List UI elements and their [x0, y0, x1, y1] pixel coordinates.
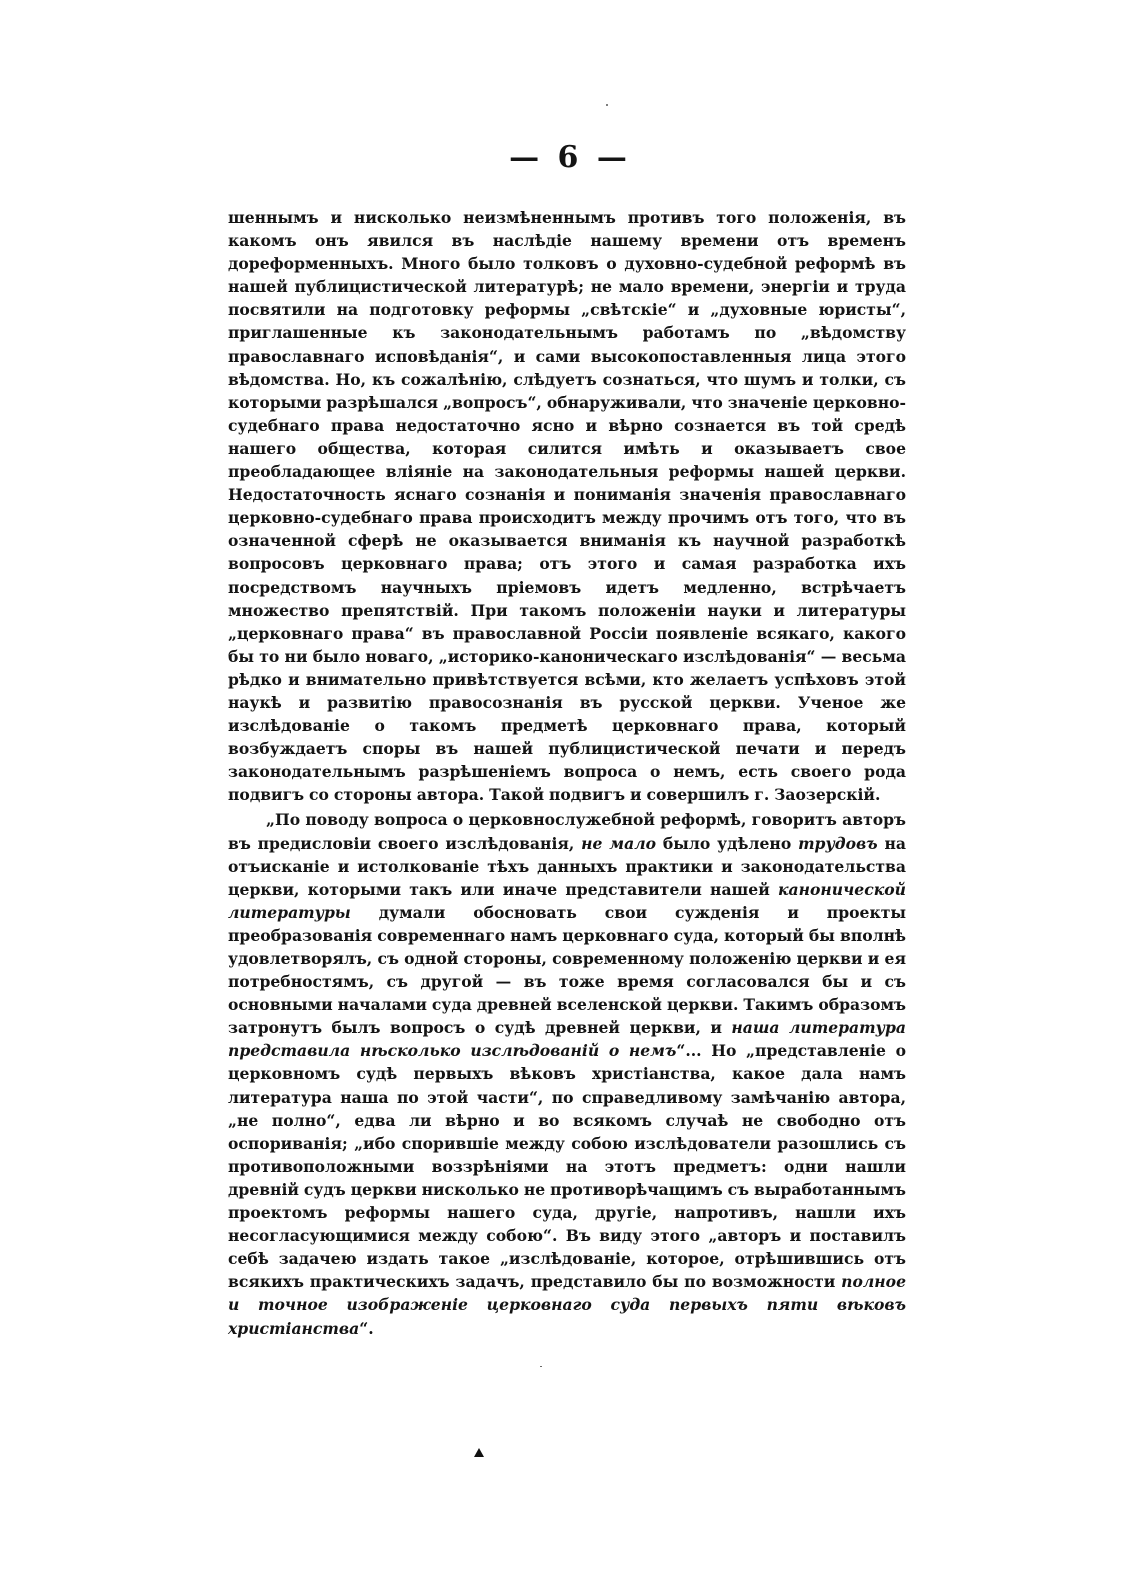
paragraph-2-part-3: на отъисканіе и истолкованіе тѣхъ данныхъ практики и законодательства церкви, которыми такъ или иначе представители нашей — [228, 833, 906, 899]
paper-speck-bottom — [540, 1366, 542, 1367]
italic-phrase-3: канонической литературы — [228, 879, 906, 922]
paper-speck-top — [606, 104, 608, 106]
paragraph-2-part-6: “. — [359, 1318, 374, 1338]
italic-phrase-1: не мало — [581, 833, 657, 853]
paragraph-1: шеннымъ и нисколько неизмѣненнымъ противъ того положенія, въ какомъ онъ явился въ наслѣдіе нашему времени отъ временъ дореформенныхъ. Много было толковъ о духовно-судебной реформѣ въ нашей публицистической литературѣ; не мало времени, энергіи и труда посвятили на подготовку реформы „свѣтскіе“ и „духовные юристы“, приглашенные къ законодательнымъ работамъ по „вѣдомству православнаго исповѣданія“, и сами высокопоставленныя лица этого вѣдомства. Но, къ сожалѣнію, слѣдуетъ сознаться, что шумъ и толки, съ которыми разрѣшался „вопросъ“, обнаруживали, что значеніе церковно-судебнаго права недостаточно ясно и вѣрно сознается въ той средѣ нашего общества, которая силится имѣть и оказываетъ свое преобладающее вліяніе на законодательныя реформы нашей церкви. Недостаточность яснаго сознанія и пониманія значенія православнаго церковно-судебнаго права происходитъ между прочимъ отъ того, что въ означенной сферѣ не оказывается вниманія къ научной разработкѣ вопросовъ церковнаго права; отъ этого и самая разработка ихъ посредствомъ научныхъ пріемовъ идетъ медленно, встрѣчаетъ множество препятствій. При такомъ положеніи науки и литературы „церковнаго права“ въ православной Россіи появленіе всякаго, какого бы то ни было новаго, „историко-каноническаго изслѣдованія“ — весьма рѣдко и внимательно привѣтствуется всѣми, кто желаетъ успѣховъ этой наукѣ и развитію правосознанія въ русской церкви. Ученое же изслѣдованіе о такомъ предметѣ церковнаго права, который возбуждаетъ споры въ нашей публицистической печати и передъ законодательнымъ разрѣшеніемъ вопроса о немъ, есть своего рода подвигъ со стороны автора. Такой подвигъ и совершилъ г. Заозерскій. — [228, 208, 906, 805]
italic-phrase-5: полное и точное изображеніе церковнаго суда первыхъ пяти вѣковъ христіанства — [228, 1272, 906, 1338]
page-number: — 6 — — [509, 140, 631, 175]
paragraph-2-part-2: было удѣлено — [656, 833, 799, 853]
paragraph-2-part-5: “... Но „представленіе о церковномъ судѣ первыхъ вѣковъ христіанства, какое дала намъ литература наша по этой части“, по справедливому замѣчанію автора, „не полно“, едва ли вѣрно и во всякомъ случаѣ не свободно отъ оспориванія; „ибо спорившіе между собою изслѣдователи разошлись съ противоположными воззрѣніями на этотъ предметъ: одни нашли древній судъ церкви нисколько не противорѣчащимъ съ выработаннымъ проектомъ реформы нашего суда, другіе, напротивъ, нашли ихъ несогласующимися между собою“. Въ виду этого „авторъ и поставилъ себѣ задачею издать такое „изслѣдованіе, которое, отрѣшившись отъ всякихъ практическихъ задачъ, представило бы по возможности — [228, 1041, 906, 1292]
italic-phrase-4: наша литература представила нѣсколько изслѣдованій о немъ — [228, 1018, 906, 1061]
body-text — [228, 206, 906, 1340]
paragraph-2-part-4: думали обосновать свои сужденія и проекты преобразованія современнаго намъ церковнаго суда, который бы вполнѣ удовлетворялъ, съ одной стороны, современному положенію церкви и ея потребностямъ, съ другой — въ тоже время согласовался бы и съ основными началами суда древней вселенской церкви. Такимъ образомъ затронутъ былъ вопросъ о судѣ древней церкви, и — [228, 902, 906, 1038]
ink-blot — [473, 1448, 485, 1458]
paragraph-2-part-1: „По поводу вопроса о церковнослужебной реформѣ, говоритъ авторъ въ предисловіи своего изслѣдованія, — [228, 810, 906, 853]
paragraph-2 — [228, 808, 906, 1339]
italic-phrase-2: трудовъ — [798, 833, 878, 853]
